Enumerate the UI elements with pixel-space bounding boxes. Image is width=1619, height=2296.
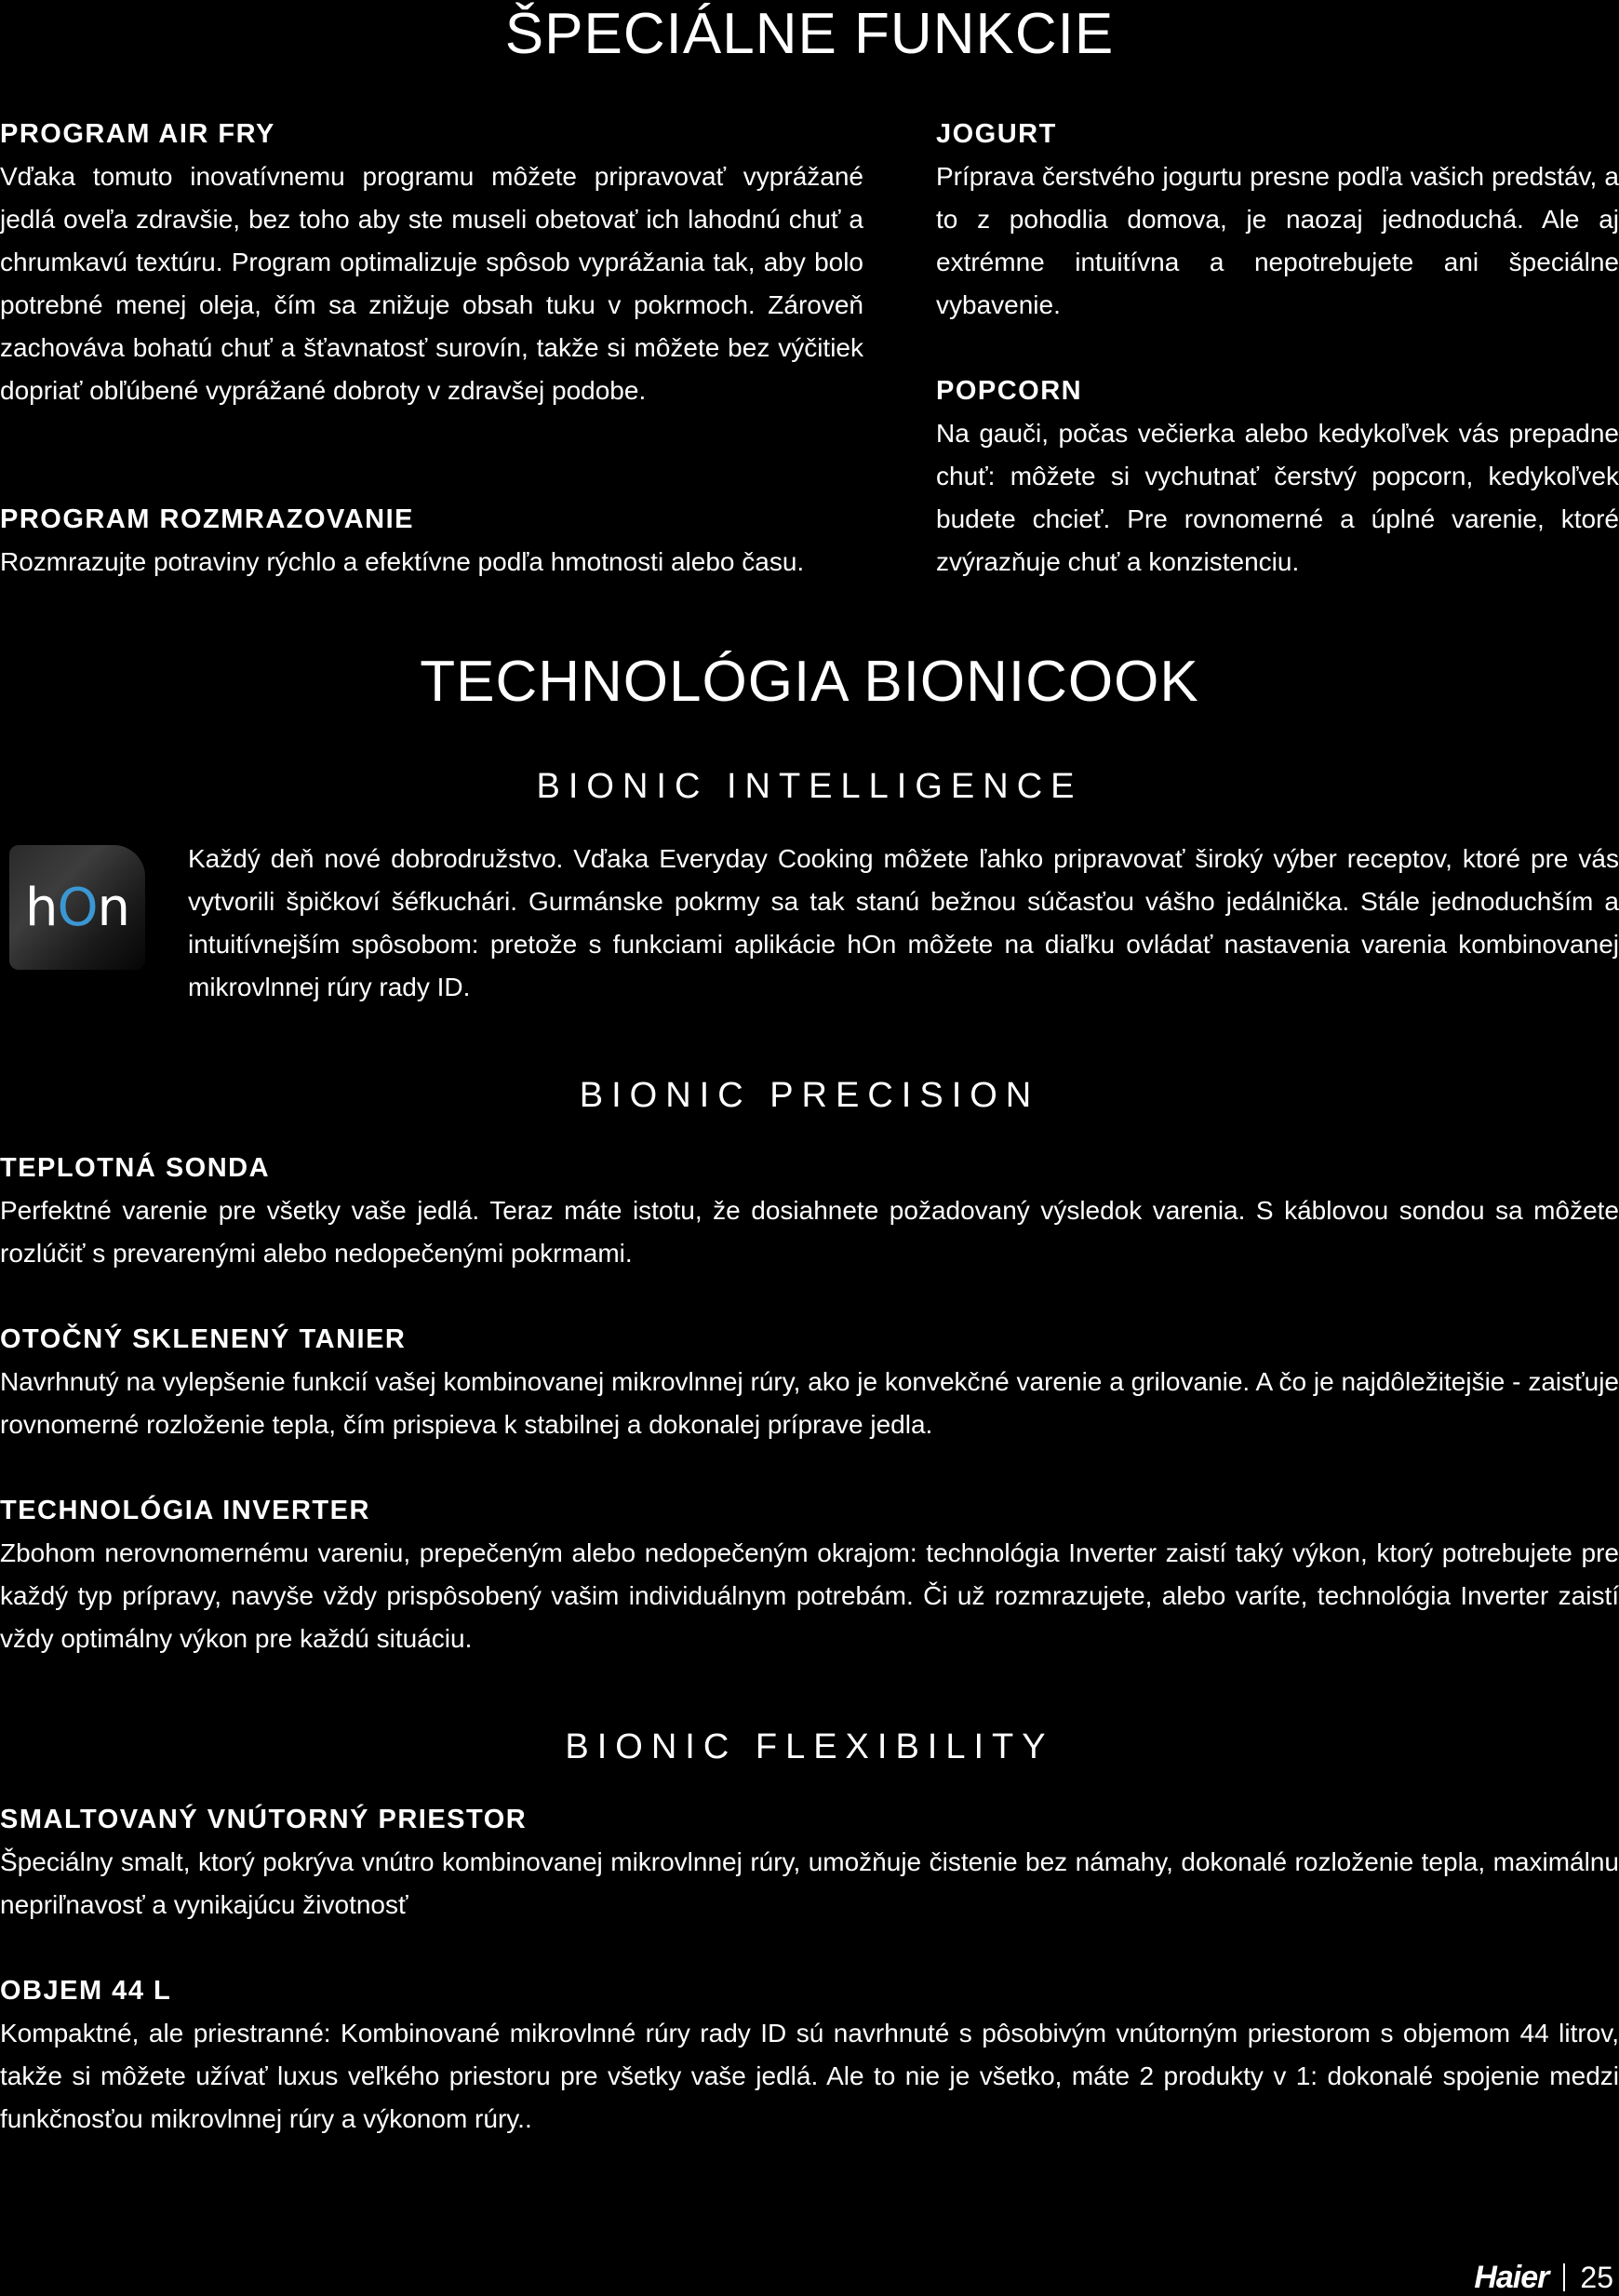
- page-number: 25: [1580, 2260, 1613, 2294]
- bionicook-title: TECHNOLÓGIA BIONICOOK: [420, 650, 1199, 714]
- bionic-precision-title: BIONIC PRECISION: [579, 1076, 1040, 1115]
- hon-app-logo: hOn: [9, 845, 145, 970]
- air-fry-section: [0, 113, 863, 412]
- special-functions-title: ŠPECIÁLNE FUNKCIE: [504, 2, 1115, 66]
- bionic-flexibility-title: BIONIC FLEXIBILITY: [565, 1727, 1054, 1766]
- temperature-probe-section: [0, 1147, 1619, 1275]
- yogurt-text: Príprava čerstvého jogurtu presne podľa vašich predstáv, a to z pohodlia domova, je naozaj jednoduchá. Ale aj extrémne intuitívna a nepotrebujete ani špeciálne vybavenie.: [936, 162, 1619, 319]
- yogurt-section: [936, 113, 1619, 327]
- temperature-probe-heading: TEPLOTNÁ SONDA: [0, 1153, 271, 1183]
- enamel-interior-section: [0, 1798, 1619, 1927]
- page-footer: [1474, 2260, 1619, 2295]
- defrost-text: Rozmrazujte potraviny rýchlo a efektívne podľa hmotnosti alebo času.: [0, 547, 805, 576]
- rotating-glass-plate-section: [0, 1318, 1619, 1446]
- popcorn-text: Na gauči, počas večierka alebo kedykoľvek vás prepadne chuť: môžete si vychutnať čerstvý popcorn, kedykoľvek budete chcieť. Pre rovnomerné a úplné varenie, ktoré zvýrazňuje chuť a konzistenciu.: [936, 419, 1619, 576]
- yogurt-heading: JOGURT: [936, 119, 1057, 149]
- rotating-glass-plate-text: Navrhnutý na vylepšenie funkcií vašej kombinovanej mikrovlnnej rúry, ako je konvekčné varenie a grilovanie. A čo je najdôležitejšie - zaisťuje rovnomerné rozloženie tepla, čím prispieva k stabilnej a dokonalej príprave jedla.: [0, 1367, 1619, 1439]
- footer-divider: [1563, 2263, 1565, 2291]
- defrost-section: [0, 498, 863, 584]
- bionic-intelligence-text: Každý deň nové dobrodružstvo. Vďaka Everyday Cooking môžete ľahko pripravovať široký výber receptov, ktoré pre vás vytvorili špičkoví šéfkuchári. Gurmánske pokrmy sa tak stanú bežnou súčasťou vášho jedálnička. Stále jednoduchším a intuitívnejším spôsobom: pretože s funkciami aplikácie hOn môžete na diaľku ovládať nastavenia varenia kombinovanej mikrovlnnej rúry rady ID.: [188, 844, 1619, 1001]
- temperature-probe-text: Perfektné varenie pre všetky vaše jedlá. Teraz máte istotu, že dosiahnete požadovaný výsledok varenia. S káblovou sondou sa môžete rozlúčiť s prevarenými alebo nedopečenými pokrmami.: [0, 1196, 1619, 1268]
- rotating-glass-plate-heading: OTOČNÝ SKLENENÝ TANIER: [0, 1324, 407, 1354]
- air-fry-text: Vďaka tomuto inovatívnemu programu môžete pripravovať vyprážané jedlá oveľa zdravšie, bez toho aby ste museli obetovať ich lahodnú chuť a chrumkavú textúru. Program optimalizuje spôsob vyprážania tak, aby bolo potrebné menej oleja, čím sa znižuje obsah tuku v pokrmoch. Zároveň zachováva bohatú chuť a šťavnatosť surovín, takže si môžete bez výčitiek dopriať obľúbené vyprážané dobroty v zdravšej podobe.: [0, 162, 863, 405]
- bionic-intelligence-section: [188, 838, 1619, 1009]
- volume-section: [0, 1969, 1619, 2141]
- popcorn-heading: POPCORN: [936, 376, 1083, 406]
- enamel-interior-heading: SMALTOVANÝ VNÚTORNÝ PRIESTOR: [0, 1805, 528, 1834]
- inverter-heading: TECHNOLÓGIA INVERTER: [0, 1496, 370, 1525]
- bionic-intelligence-title: BIONIC INTELLIGENCE: [536, 767, 1083, 806]
- popcorn-section: [936, 369, 1619, 584]
- haier-logo: Haier: [1474, 2259, 1549, 2295]
- enamel-interior-text: Špeciálny smalt, ktorý pokrýva vnútro kombinovanej mikrovlnnej rúry, umožňuje čistenie bez námahy, dokonalé rozloženie tepla, maximálnu nepriľnavosť a vynikajúcu životnosť: [0, 1847, 1619, 1919]
- inverter-section: [0, 1489, 1619, 1660]
- volume-text: Kompaktné, ale priestranné: Kombinované mikrovlnné rúry rady ID sú navrhnuté s pôsobivým vnútorným priestorom s objemom 44 litrov, takže si môžete užívať luxus veľkého priestoru pre všetky vaše jedlá. Ale to nie je všetko, máte 2 produkty v 1: dokonalé spojenie medzi funkčnosťou mikrovlnnej rúry a výkonom rúry..: [0, 2019, 1619, 2133]
- air-fry-heading: PROGRAM AIR FRY: [0, 119, 275, 149]
- defrost-heading: PROGRAM ROZMRAZOVANIE: [0, 504, 415, 534]
- volume-heading: OBJEM 44 L: [0, 1976, 172, 2006]
- inverter-text: Zbohom nerovnomernému vareniu, prepečeným alebo nedopečeným okrajom: technológia Inverter zaistí taký výkon, ktorý potrebujete pre každý typ prípravy, navyše vždy prispôsobený vašim individuálnym potrebám. Či už rozmrazujete, alebo varíte, technológia Inverter zaistí vždy optimálny výkon pre každú situáciu.: [0, 1538, 1619, 1653]
